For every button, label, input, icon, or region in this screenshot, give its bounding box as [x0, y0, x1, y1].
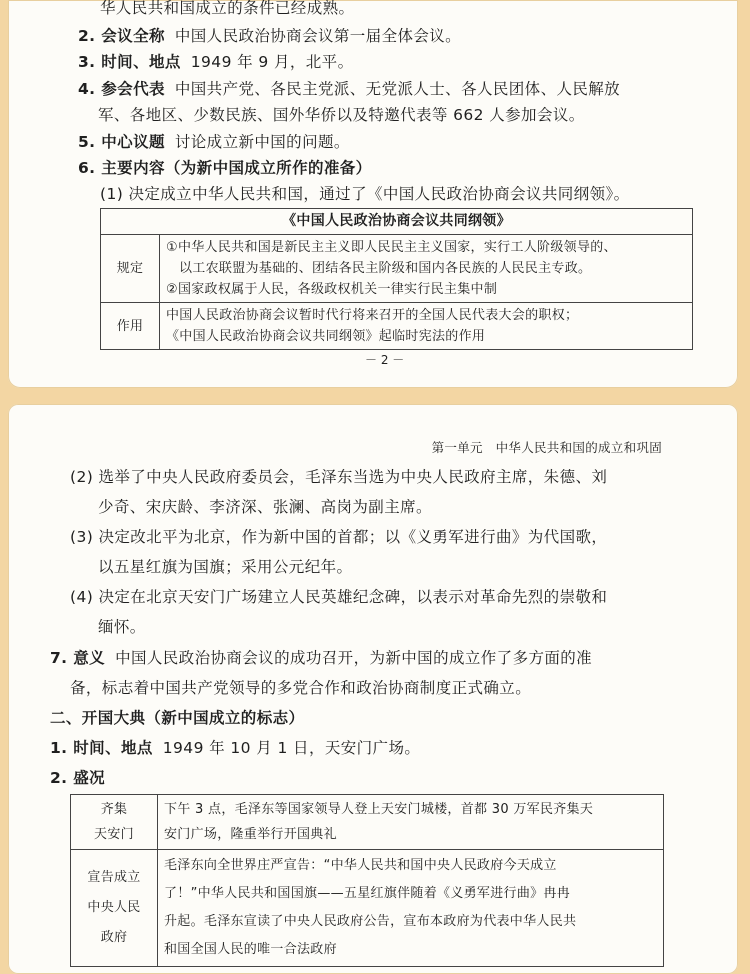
- table-row: [101, 303, 693, 350]
- subitem-4: (4) 决定在北京天安门广场建立人民英雄纪念碑，以表示对革命先烈的崇敬和: [70, 588, 608, 606]
- content-line: 和国全国人民的唯一合法政府: [164, 942, 337, 957]
- subitem-1: (1) 决定成立中华人民共和国，通过了《中国人民政治协商会议共同纲领》。: [100, 185, 630, 203]
- content-line: 下午 3 点，毛泽东等国家领导人登上天安门城楼，首都 30 万军民齐集天: [164, 802, 594, 817]
- content-line: 安门广场，隆重举行开国典礼: [164, 827, 337, 842]
- row-content: [158, 795, 664, 850]
- content-line: 《中国人民政治协商会议共同纲领》起临时宪法的作用: [166, 329, 486, 344]
- table-row: [71, 795, 664, 850]
- item-heading: 1. 时间、地点: [50, 739, 153, 757]
- row-head: 宣告成立 中央人民 政府: [71, 850, 158, 967]
- subitem-3: (3) 决定改北平为北京，作为新中国的首都；以《义勇军进行曲》为代国歌，: [70, 528, 608, 546]
- content-line: 升起。毛泽东宣读了中央人民政府公告，宣布本政府为代表中华人民共: [164, 914, 577, 929]
- content-line: 以工农联盟为基础的、团结各民主阶级和国内各民族的人民民主专政。: [179, 261, 592, 276]
- section-heading: 二、开国大典（新中国成立的标志）: [50, 709, 305, 727]
- item-7: [50, 647, 592, 669]
- item-heading: 5. 中心议题: [78, 133, 165, 151]
- table-caption: 《中国人民政治协商会议共同纲领》: [101, 209, 693, 235]
- ceremony-table: [70, 794, 664, 967]
- text-line: 军、各地区、少数民族、国外华侨以及特邀代表等 662 人参加会议。: [98, 106, 585, 124]
- item-2: [78, 25, 461, 47]
- table-row: [101, 235, 693, 303]
- row-head: 规定: [101, 235, 160, 303]
- item-heading: 3. 时间、地点: [78, 53, 181, 71]
- text-line: 以五星红旗为国旗；采用公元纪年。: [98, 558, 353, 576]
- subitem-2: (2) 选举了中央人民政府委员会，毛泽东当选为中央人民政府主席，朱德、刘: [70, 468, 608, 486]
- item-text: 中国人民政治协商会议的成功召开，为新中国的成立作了多方面的准: [115, 649, 593, 667]
- item-3: [78, 51, 353, 73]
- text-line: 备，标志着中国共产党领导的多党合作和政治协商制度正式确立。: [70, 679, 532, 697]
- item-text: 中国人民政治协商会议第一届全体会议。: [174, 27, 462, 45]
- running-head: 第一单元 中华人民共和国的成立和巩固: [431, 440, 662, 455]
- item-heading: 7. 意义: [50, 649, 106, 667]
- text-line: 少奇、宋庆龄、李济深、张澜、高岗为副主席。: [98, 498, 432, 516]
- row-head: 作用: [101, 303, 160, 350]
- common-program-table: [100, 208, 693, 350]
- item-4: [78, 78, 620, 100]
- item-2-heading: 2. 盛况: [50, 769, 106, 787]
- item-heading: 2. 会议全称: [78, 27, 165, 45]
- item-heading: 4. 参会代表: [78, 80, 165, 98]
- item-5: [78, 131, 350, 153]
- item-text: 中国共产党、各民主党派、无党派人士、各人民团体、人民解放: [174, 80, 621, 98]
- content-line: 中国人民政治协商会议暂时代行将来召开的全国人民代表大会的职权；: [166, 308, 579, 323]
- item-1: [50, 737, 420, 759]
- row-content: [158, 850, 664, 967]
- item-text: 1949 年 10 月 1 日，天安门广场。: [162, 739, 421, 757]
- item-text: 1949 年 9 月，北平。: [190, 53, 354, 71]
- table-row: [71, 850, 664, 967]
- content-line: 毛泽东向全世界庄严宣告：“中华人民共和国中央人民政府今天成立: [164, 858, 557, 873]
- item-6-heading: 6. 主要内容（为新中国成立所作的准备）: [78, 159, 372, 177]
- row-content: [160, 303, 693, 350]
- content-line: 了！”中华人民共和国国旗——五星红旗伴随着《义勇军进行曲》冉冉: [164, 886, 571, 901]
- item-text: 讨论成立新中国的问题。: [174, 133, 350, 151]
- content-line: ②国家政权属于人民，各级政权机关一律实行民主集中制: [166, 282, 498, 297]
- content-line: ①中华人民共和国是新民主主义即人民民主主义国家，实行工人阶级领导的、: [166, 240, 617, 255]
- row-head: 齐集 天安门: [71, 795, 158, 850]
- row-content: [160, 235, 693, 303]
- text-line: 华人民共和国成立的条件已经成熟。: [100, 0, 355, 17]
- text-line: 缅怀。: [98, 618, 146, 636]
- page-number: － 2 －: [365, 353, 405, 367]
